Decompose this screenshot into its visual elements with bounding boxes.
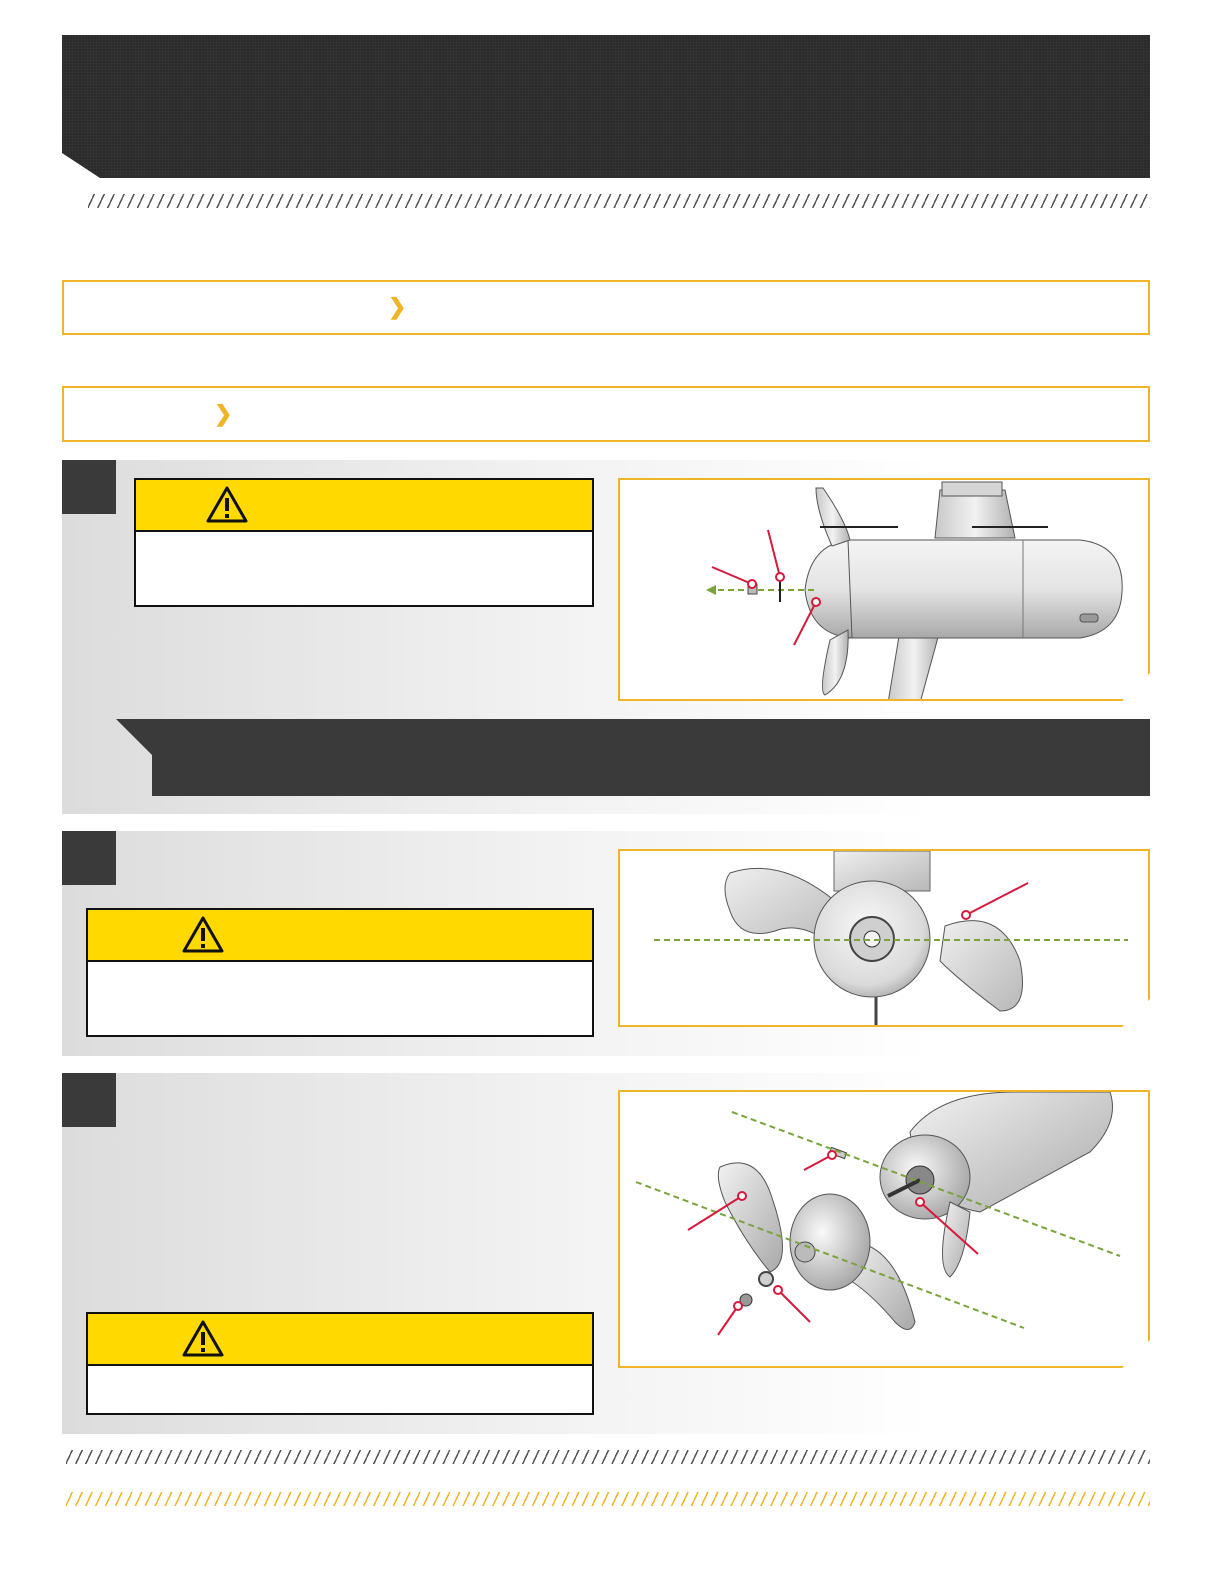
step-3-warning-header [88,1314,592,1366]
step-1-warning-body [136,532,592,552]
note-bar [116,719,1150,796]
propeller-front-view-illustration [620,851,1150,1027]
warning-triangle-icon [206,486,248,524]
step-2-warning-header [88,910,592,962]
chevron-right-icon: ❯ [388,294,407,319]
step-2-warning-box [86,908,594,1037]
hatch-divider-gold [66,1492,1150,1506]
motor-side-view-illustration [620,480,1150,701]
step-2-number [62,831,116,885]
info-bar-1 [62,280,1150,335]
step-3-number [62,1073,116,1127]
step-1-figure [618,478,1150,701]
step-2-figure [618,849,1150,1027]
propeller-exploded-view-illustration [620,1092,1150,1368]
header-banner [62,35,1150,178]
step-1-warning-header [136,480,592,532]
warning-triangle-icon [182,916,224,954]
step-1-number [62,460,116,514]
step-2-warning-body [88,962,592,982]
step-3-warning-body [88,1366,592,1386]
hatch-divider-bottom [66,1450,1150,1464]
step-3-warning-box [86,1312,594,1415]
chevron-right-icon: ❯ [214,401,233,426]
step-3-figure [618,1090,1150,1368]
warning-triangle-icon [182,1320,224,1358]
hatch-divider-top [88,194,1150,208]
step-1-warning-box [134,478,594,607]
info-bar-2 [62,386,1150,442]
